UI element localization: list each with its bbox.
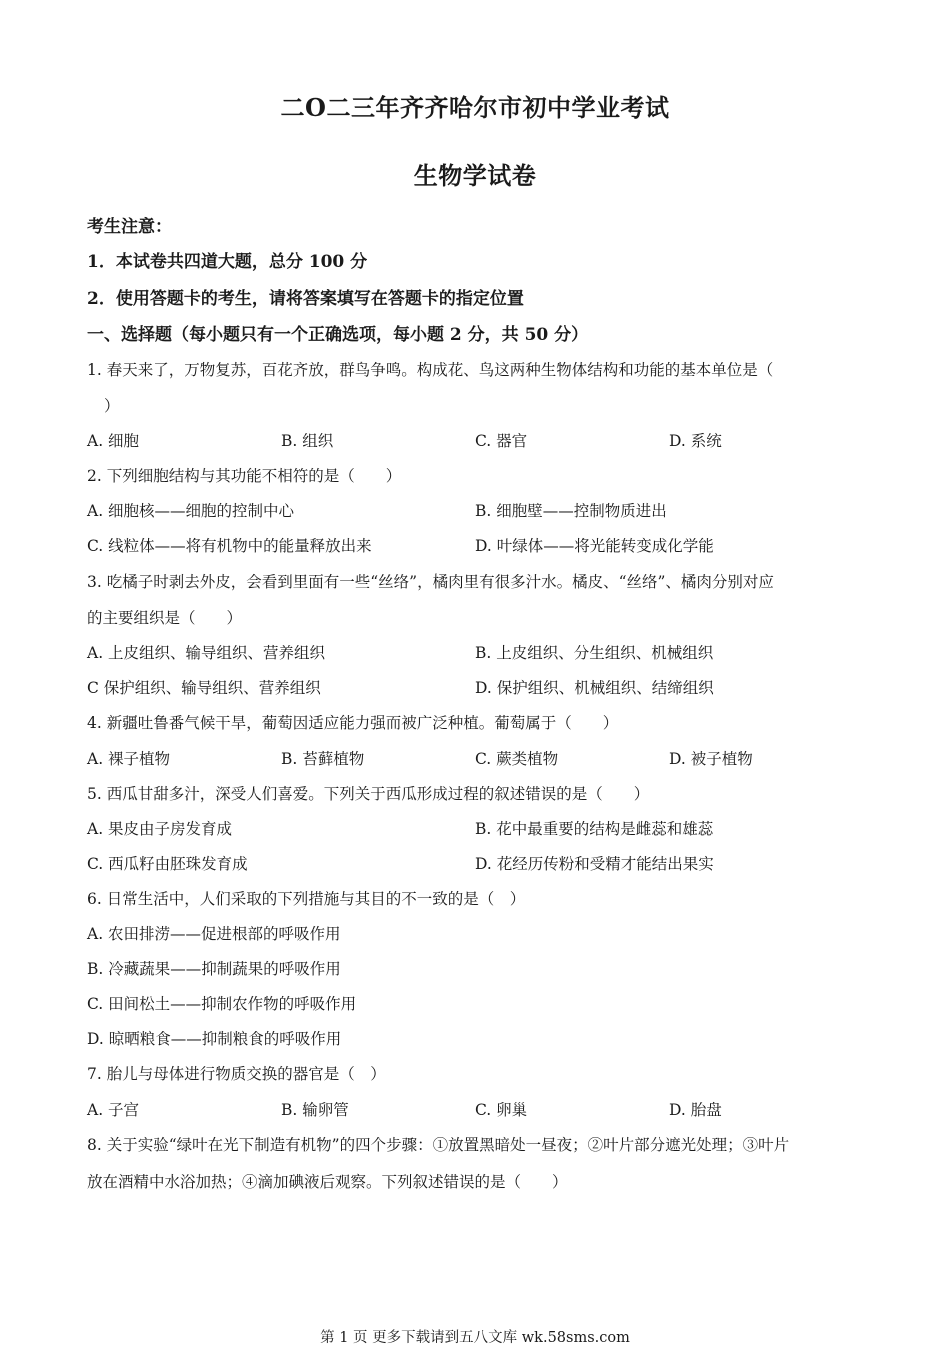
question-2-stem: 2. 下列细胞结构与其功能不相符的是（ ） [87,467,402,485]
question-3-option-c: C 保护组织、输导组织、营养组织 [87,679,321,697]
question-8-stem: 8. 关于实验“绿叶在光下制造有机物”的四个步骤：①放置黑暗处一昼夜；②叶片部分遮光处理；③叶片 [87,1136,790,1154]
question-1-stem-cont: ） [104,397,120,415]
question-4-option-d: D. 被子植物 [669,750,753,768]
question-8-stem-cont: 放在酒精中水浴加热；④滴加碘液后观察。下列叙述错误的是（ ） [87,1173,568,1191]
question-1-option-b: B. 组织 [281,432,334,450]
question-3-option-b: B. 上皮组织、分生组织、机械组织 [475,644,714,662]
section-heading: 一、选择题（每小题只有一个正确选项，每小题 2 分，共 50 分） [87,325,589,345]
question-3-option-d: D. 保护组织、机械组织、结缔组织 [475,679,714,697]
question-1-option-c: C. 器官 [475,432,528,450]
question-2-option-d: D. 叶绿体——将光能转变成化学能 [475,537,714,555]
question-5-option-d: D. 花经历传粉和受精才能结出果实 [475,855,714,873]
question-7-option-a: A. 子宫 [87,1101,140,1119]
question-4-option-b: B. 苔藓植物 [281,750,365,768]
question-7-option-b: B. 输卵管 [281,1101,349,1119]
question-5-option-b: B. 花中最重要的结构是雌蕊和雄蕊 [475,820,714,838]
question-6-stem: 6. 日常生活中，人们采取的下列措施与其目的不一致的是（ ） [87,890,526,908]
question-3-stem: 3. 吃橘子时剥去外皮，会看到里面有一些“丝络”，橘肉里有很多汁水。橘皮、“丝络”、橘肉分别对应 [87,573,774,591]
question-1-stem: 1. 春天来了，万物复苏，百花齐放，群鸟争鸣。构成花、鸟这两种生物体结构和功能的基本单位是（ [87,361,774,379]
question-7-stem: 7. 胎儿与母体进行物质交换的器官是（ ） [87,1065,386,1083]
question-1-option-a: A. 细胞 [87,432,140,450]
question-4-stem: 4. 新疆吐鲁番气候干旱，葡萄因适应能力强而被广泛种植。葡萄属于（ ） [87,714,619,732]
page-title: 二O二三年齐齐哈尔市初中学业考试 [280,93,670,122]
question-3-stem-cont: 的主要组织是（ ） [87,609,243,627]
question-5-option-a: A. 果皮由子房发育成 [87,820,233,838]
question-6-option-b: B. 冷藏蔬果——抑制蔬果的呼吸作用 [87,960,341,978]
question-7-option-d: D. 胎盘 [669,1101,722,1119]
question-7-option-c: C. 卵巢 [475,1101,528,1119]
question-3-option-a: A. 上皮组织、输导组织、营养组织 [87,644,326,662]
page-subtitle: 生物学试卷 [413,161,537,190]
question-2-option-c: C. 线粒体——将有机物中的能量释放出来 [87,537,372,555]
page-footer: 第 1 页 更多下载请到五八文库 wk.58sms.com [320,1330,630,1346]
question-4-option-a: A. 裸子植物 [87,750,171,768]
notice-heading: 考生注意： [87,217,172,237]
question-6-option-d: D. 晾晒粮食——抑制粮食的呼吸作用 [87,1030,342,1048]
notice-item-2: 2．使用答题卡的考生，请将答案填写在答题卡的指定位置 [87,289,524,309]
notice-item-1: 1．本试卷共四道大题，总分 100 分 [87,252,368,272]
question-6-option-a: A. 农田排涝——促进根部的呼吸作用 [87,925,341,943]
question-2-option-b: B. 细胞壁——控制物质进出 [475,502,667,520]
question-2-option-a: A. 细胞核——细胞的控制中心 [87,502,295,520]
question-5-option-c: C. 西瓜籽由胚珠发育成 [87,855,248,873]
question-6-option-c: C. 田间松土——抑制农作物的呼吸作用 [87,995,357,1013]
question-4-option-c: C. 蕨类植物 [475,750,559,768]
question-1-option-d: D. 系统 [669,432,722,450]
question-5-stem: 5. 西瓜甘甜多汁，深受人们喜爱。下列关于西瓜形成过程的叙述错误的是（ ） [87,785,650,803]
